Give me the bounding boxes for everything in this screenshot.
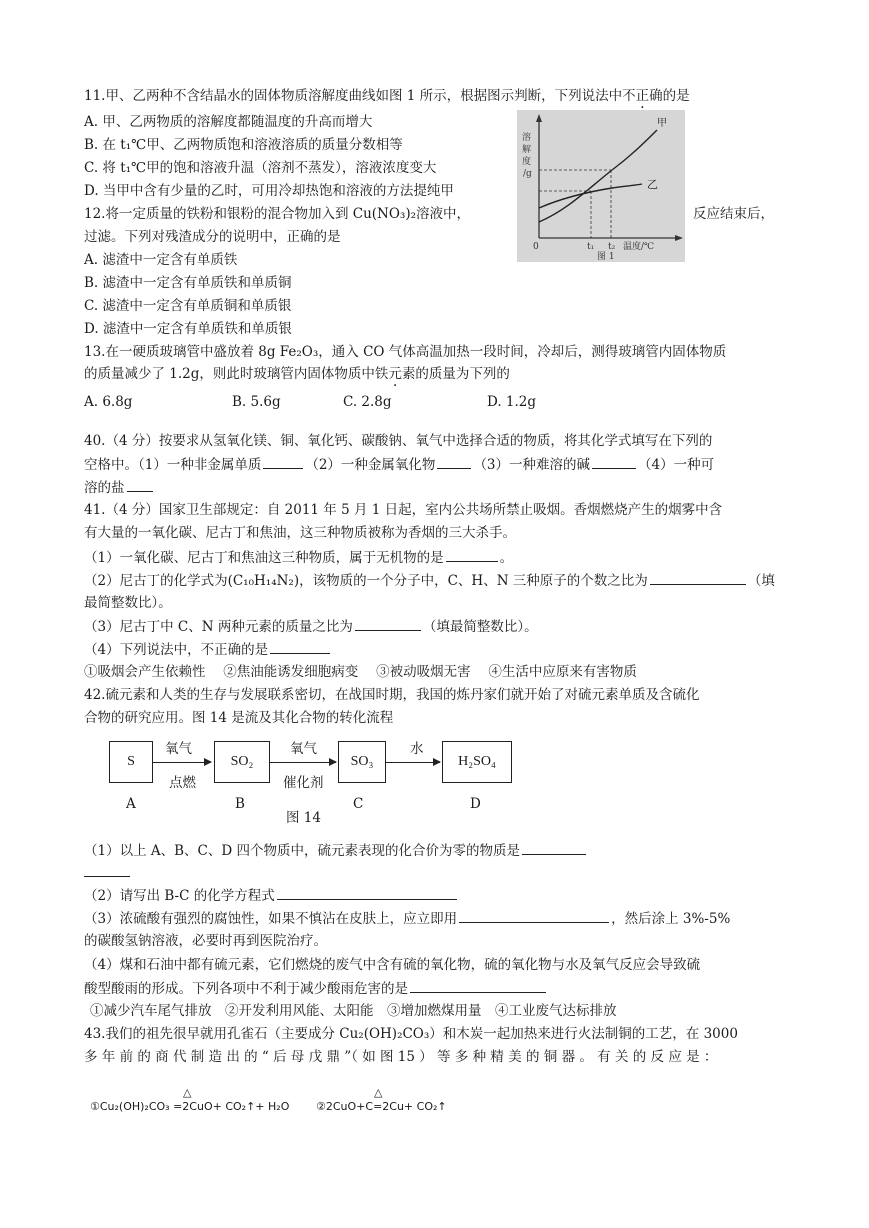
q11-option-b: B. 在 t₁℃甲、乙两物质饱和溶液溶质的质量分数相等: [84, 137, 403, 153]
solubility-figure: [517, 110, 685, 262]
flow-arrow-1: [153, 762, 211, 763]
q12-stem: 12.将一定质量的铁粉和银粉的混合物加入到 Cu(NO₃)₂溶液中，: [84, 206, 471, 222]
q42-blank-1[interactable]: [522, 840, 586, 855]
q41-line2: 有大量的一氧化碳、尼古丁和焦油，这三种物质被称为香烟的三大杀手。: [84, 525, 516, 541]
q42-blank-1b[interactable]: [84, 862, 130, 877]
q12-option-d: D. 滤渣中一定含有单质铁和单质银: [84, 321, 292, 337]
q41-blank-3[interactable]: [355, 616, 421, 631]
eq2-delta: △: [374, 1086, 383, 1099]
q13-option-b: B. 5.6g: [232, 394, 281, 410]
eq1-delta: △: [183, 1086, 192, 1099]
q42-part4-line2: 酸型酸雨的形成。下列各项中不利于减少酸雨危害的是: [84, 978, 548, 999]
q41-blank-2[interactable]: [650, 570, 746, 585]
q40-blank-2[interactable]: [437, 454, 471, 469]
flow-box-so3: SO₃: [338, 741, 386, 783]
q42-blank-3[interactable]: [459, 908, 609, 923]
equation-2: ②2CuO+C=2Cu+ CO₂↑: [316, 1100, 447, 1113]
q41-part4: （4）下列说法中，不正确的是: [84, 639, 332, 660]
q42-part4-line1: （4）煤和石油中都有硫元素，它们燃烧的废气中含有硫的氧化物，硫的氧化物与水及氧气反应会导致硫: [84, 957, 701, 973]
arrow2-above: 氧气: [290, 741, 317, 757]
q12-stem-right: 反应结束后，: [693, 206, 774, 222]
q40-line1: 40.（4 分）按要求从氢氧化镁、铜、氧化钙、碳酸钠、氧气中选择合适的物质，将其化学式填写在下列的: [84, 433, 713, 449]
q40-blank-1[interactable]: [263, 454, 303, 469]
label-yi: 乙: [647, 178, 658, 191]
q42-line1: 42.硫元素和人类的生存与发展联系密切，在战国时期，我国的炼丹家们就开始了对硫元素单质及含硫化: [84, 687, 700, 703]
q42-part1-cont: [84, 862, 132, 883]
label-jia: 甲: [657, 118, 667, 129]
flow-arrow-2: [270, 762, 336, 763]
y-label-4: /g: [523, 169, 532, 179]
q40-blank-3[interactable]: [592, 454, 636, 469]
q12-option-a: A. 滤渣中一定含有单质铁: [84, 252, 238, 268]
q41-part2-cont: 最简整数比）。: [84, 595, 172, 611]
q42-part4-options: ①减少汽车尾气排放 ②开发利用风能、太阳能 ③增加燃煤用量 ④工业废气达标排放: [90, 1003, 617, 1019]
origin-label: 0: [533, 242, 539, 252]
q11-option-a: A. 甲、乙两物质的溶解度都随温度的升高而增大: [84, 114, 373, 130]
q41-part1: （1）一氧化碳、尼古丁和焦油这三种物质，属于无机物的是 。: [84, 547, 513, 568]
q42-part1: （1）以上 A、B、C、D 四个物质中，硫元素表现的化合价为零的物质是: [84, 840, 588, 861]
y-label-3: 度: [522, 157, 532, 167]
figure-caption: 图 1: [597, 252, 615, 262]
letter-c: C: [353, 796, 364, 812]
q12-stem-2: 过滤。下列对残渣成分的说明中，正确的是: [84, 229, 341, 245]
letter-d: D: [470, 796, 481, 812]
q41-part3: （3）尼古丁中 C、N 两种元素的质量之比为 （填最简整数比）。: [84, 616, 538, 637]
q13-line2: 的质量减少了 1.2g，则此时玻璃管内固体物质中铁元素的质量为下列的: [84, 366, 510, 382]
q11-stem: 11.甲、乙两种不含结晶水的固体物质溶解度曲线如图 1 所示，根据图示判断，下列说法中不正确的是: [84, 88, 690, 104]
q11-option-c: C. 将 t₁℃甲的饱和溶液升温（溶剂不蒸发），溶液浓度变大: [84, 160, 437, 176]
q42-part3-cont: 的碳酸氢钠溶液，必要时再到医院治疗。: [84, 933, 327, 949]
q41-blank-4[interactable]: [270, 639, 330, 654]
equation-1: ①Cu₂(OH)₂CO₃ =2CuO+ CO₂↑+ H₂O: [90, 1100, 290, 1113]
arrow3-above: 水: [410, 741, 424, 757]
q43-line2: 多 年 前 的 商 代 制 造 出 的 “ 后 母 戊 鼎 ”（ 如 图 15 ） 等 多 种 精 美 的 铜 器 。 有 关 的 反 应 是 ：: [84, 1049, 718, 1065]
t2-label: t₂: [608, 242, 616, 252]
arrow1-below: 点燃: [169, 775, 196, 791]
figure14-caption: 图 14: [286, 810, 321, 826]
flow-box-so2: SO₂: [214, 741, 270, 783]
x-label: 温度/℃: [623, 242, 655, 252]
q41-blank-1[interactable]: [446, 547, 498, 562]
q41-line1: 41.（4 分）国家卫生部规定：自 2011 年 5 月 1 日起，室内公共场所禁止吸烟。香烟燃烧产生的烟雾中含: [84, 502, 723, 518]
q13-option-d: D. 1.2g: [487, 394, 537, 410]
q42-blank-4[interactable]: [410, 978, 546, 993]
q13-line1: 13.在一硬质玻璃管中盛放着 8g Fe₂O₃，通入 CO 气体高温加热一段时间，冷却后，测得玻璃管内固体物质: [84, 344, 727, 360]
q42-line2: 合物的研究应用。图 14 是流及其化合物的转化流程: [84, 710, 394, 726]
y-label-1: 溶: [522, 133, 532, 143]
q41-part2: （2）尼古丁的化学式为(C₁₀H₁₄N₂)，该物质的一个分子中，C、H、N 三种原子的个数之比为 （填: [84, 570, 775, 591]
q42-part2: （2）请写出 B-C 的化学方程式: [84, 885, 459, 906]
flow-box-s: S: [109, 741, 153, 783]
y-label-2: 解: [522, 145, 532, 155]
q40-blank-4[interactable]: [127, 477, 153, 492]
q12-option-b: B. 滤渣中一定含有单质铁和单质铜: [84, 275, 292, 291]
q43-line1: 43.我们的祖先很早就用孔雀石（主要成分 Cu₂(OH)₂CO₃）和木炭一起加热来进行火法制铜的工艺，在 3000: [84, 1026, 738, 1042]
q11-option-d: D. 当甲中含有少量的乙时，可用冷却热饱和溶液的方法提纯甲: [84, 183, 454, 199]
flow-arrow-3: [386, 762, 440, 763]
flow-box-h2so4: H₂SO₄: [442, 741, 512, 783]
q13-option-c: C. 2.8g: [343, 394, 392, 410]
q40-line3: 溶的盐: [84, 477, 155, 498]
t1-label: t₁: [587, 242, 595, 252]
q12-option-c: C. 滤渣中一定含有单质铜和单质银: [84, 298, 292, 314]
arrow2-below: 催化剂: [283, 775, 324, 791]
q42-part3: （3）浓硫酸有强烈的腐蚀性，如果不慎沾在皮肤上，应立即用 ，然后涂上 3%-5%: [84, 908, 730, 929]
q41-part4-options: ①吸烟会产生依赖性 ②焦油能诱发细胞病变 ③被动吸烟无害 ④生活中应原来有害物质: [84, 664, 637, 680]
arrow1-above: 氧气: [165, 741, 192, 757]
q13-option-a: A. 6.8g: [84, 394, 133, 410]
letter-b: B: [235, 796, 245, 812]
q40-line2: 空格中。（1）一种非金属单质 （2）一种金属氧化物 （3）一种难溶的碱 （4）一种可: [84, 454, 714, 475]
q42-blank-2[interactable]: [277, 885, 457, 900]
letter-a: A: [126, 796, 136, 812]
